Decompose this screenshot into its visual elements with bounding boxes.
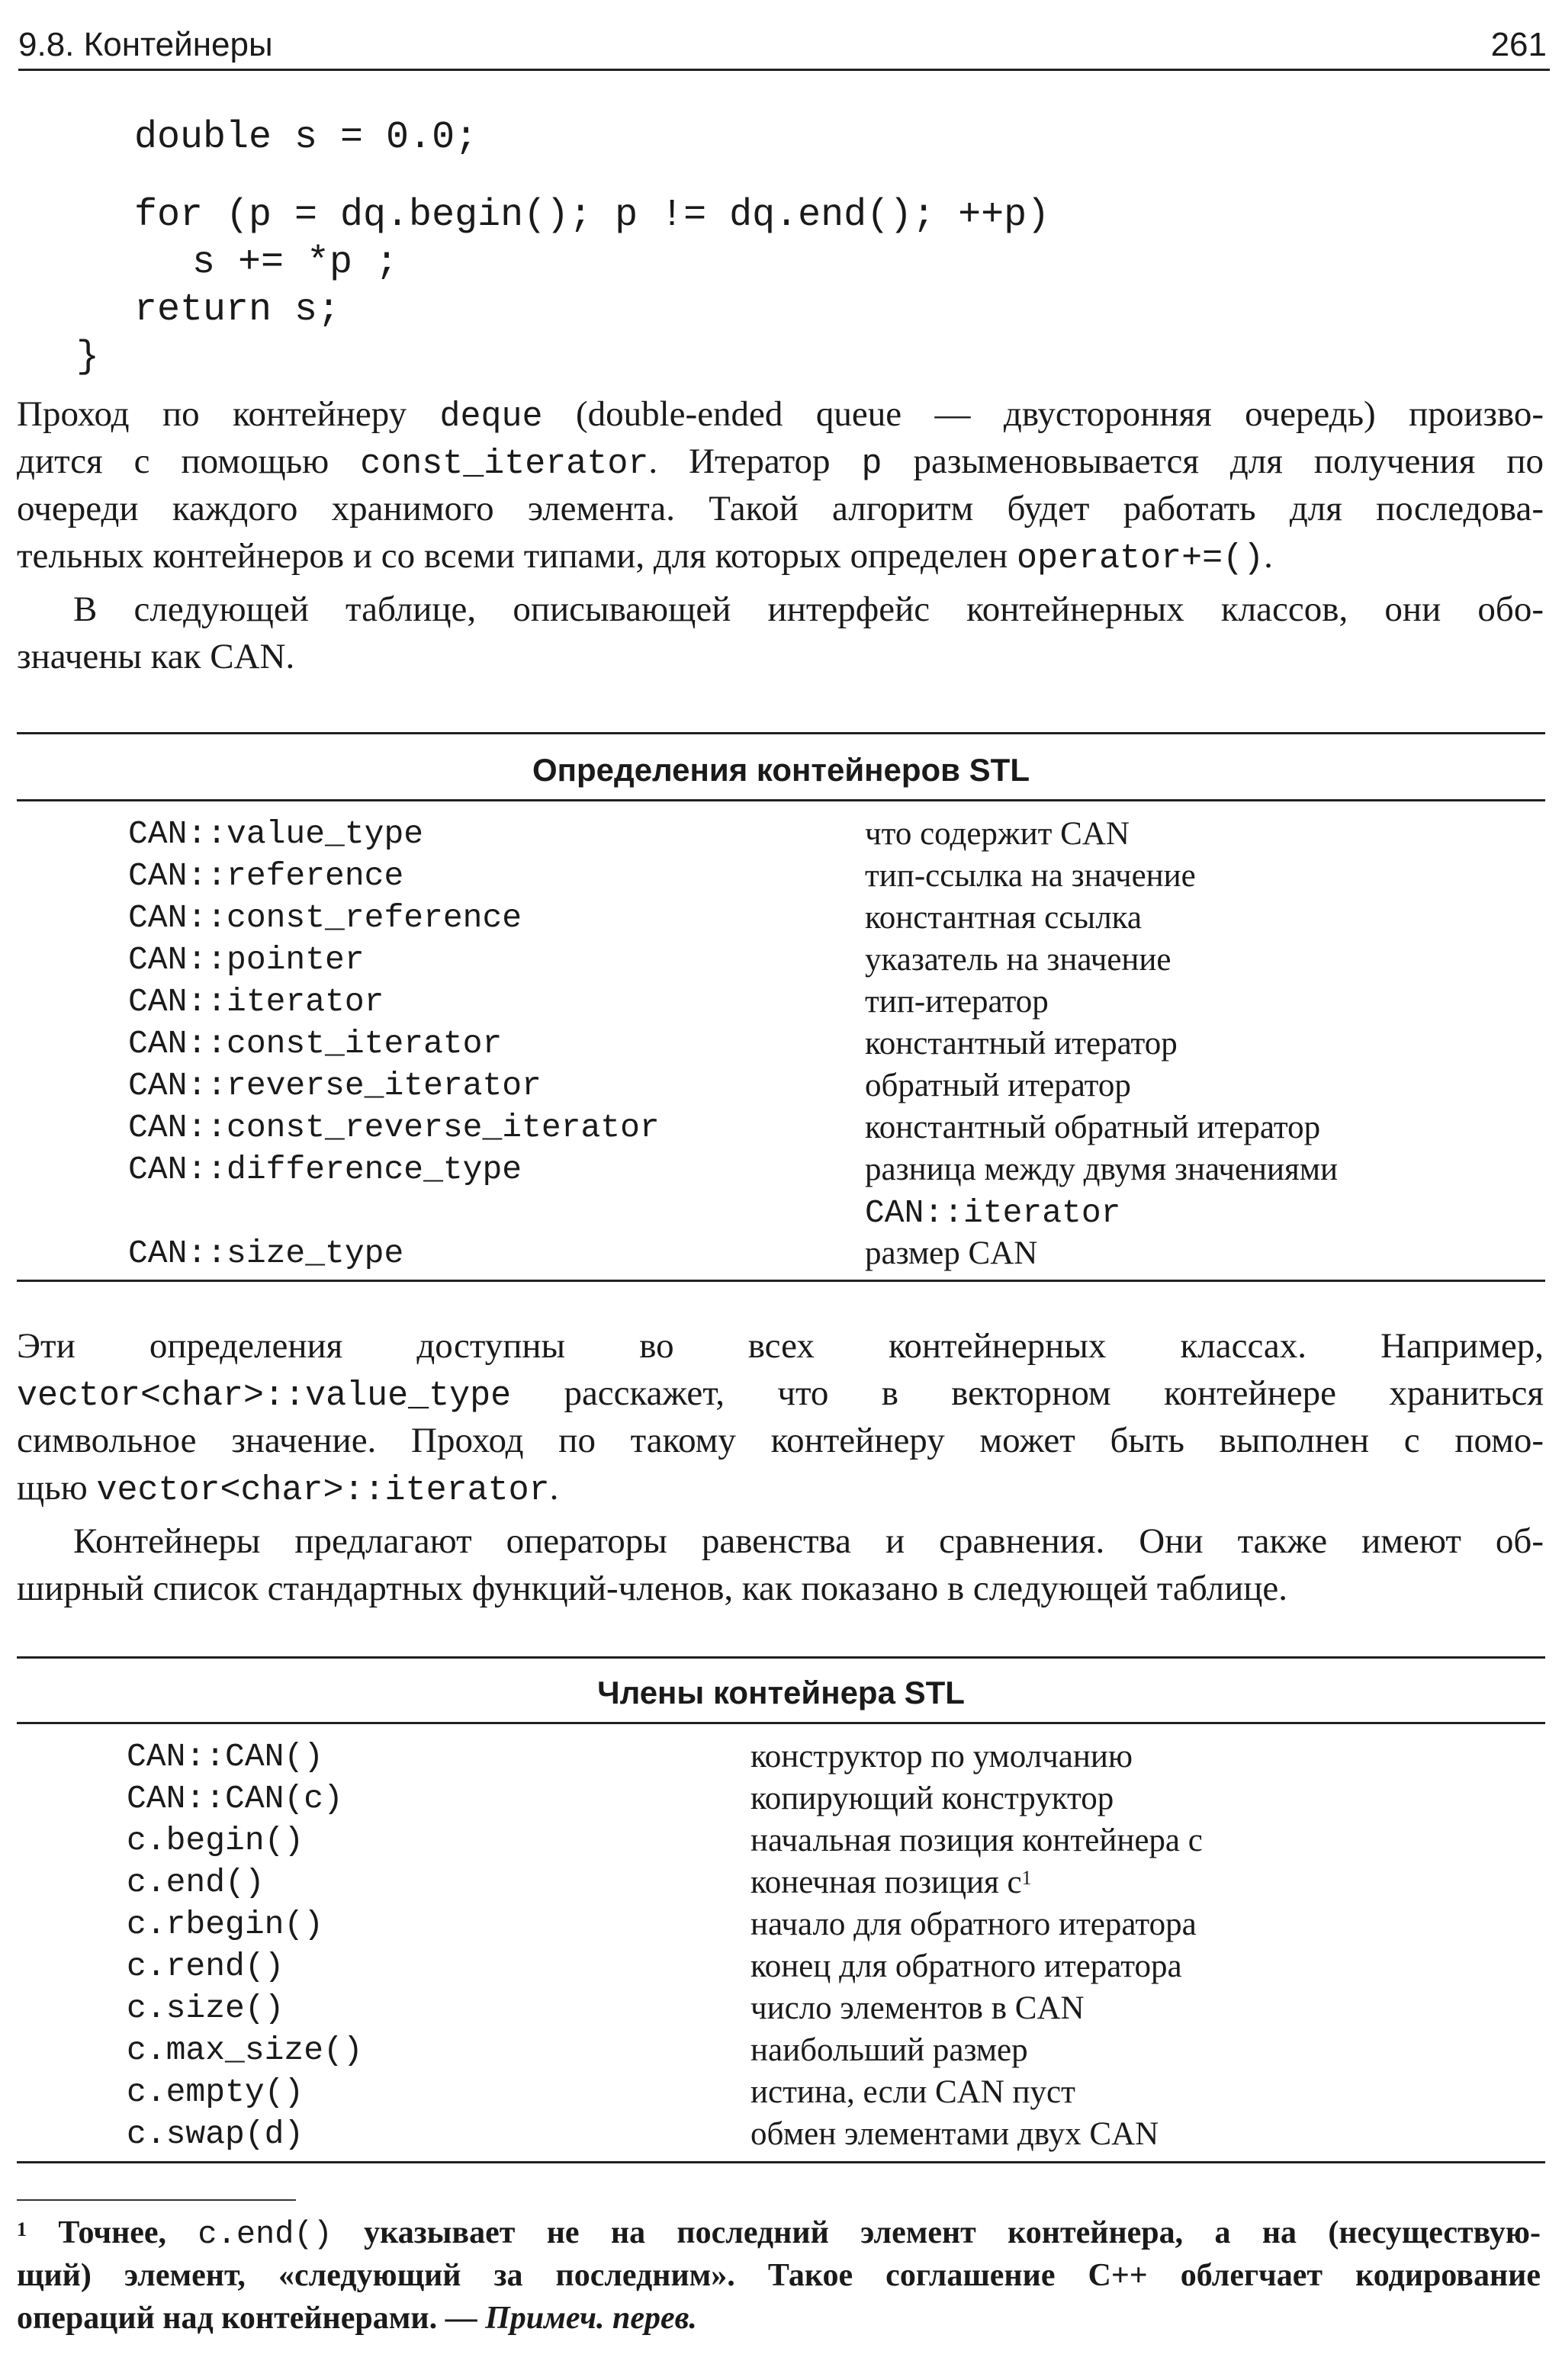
table-row: c.max_size() наибольший размер bbox=[127, 2032, 1028, 2069]
table-row: CAN::CAN() конструктор по умолчанию bbox=[127, 1738, 1133, 1775]
stl-members-table bbox=[17, 1656, 1545, 2157]
inline-code: p bbox=[861, 445, 882, 483]
table-row: CAN::const_reference константная ссылка bbox=[128, 899, 1142, 936]
table-row: CAN::iterator bbox=[865, 1194, 1121, 1232]
inline-code: const_iterator bbox=[360, 445, 649, 483]
code-line: return s; bbox=[134, 288, 341, 332]
table-row: c.end() конечная позиция c$^1$ bbox=[127, 1864, 1032, 1901]
table-row: CAN::const_reverse_iterator константный обратный итератор bbox=[128, 1109, 1321, 1146]
table-row: CAN::size_type размер CAN bbox=[128, 1235, 1038, 1272]
table-row: c.size() число элементов в CAN bbox=[127, 1990, 1085, 2027]
paragraph-1: Проход по контейнеру deque (double-ended queue — двусторонняя очередь) произво- дится с помощью const_iterator. Итератор p разыменовывается для получения по очереди каждого хранимого элемента. Такой алгоритм будет работать для последова- тельных контейнеров и со всеми типами, для которых определен operator+=(). bbox=[17, 394, 1544, 578]
table-title: Определения контейнеров STL bbox=[532, 752, 1030, 788]
table-row: CAN::reverse_iterator обратный итератор bbox=[128, 1067, 1131, 1104]
inline-code: c.end() bbox=[198, 2216, 333, 2253]
table-row: c.begin() начальная позиция контейнера c bbox=[127, 1822, 1203, 1859]
footnote-ref[interactable]: 1 bbox=[1021, 1867, 1032, 1889]
inline-code: vector<char>::iterator bbox=[96, 1471, 550, 1510]
section-title: 9.8. Контейнеры bbox=[18, 26, 273, 63]
footnote: $^1$ Точнее, c.end() указывает не на последний элемент контейнера, а на (несуществую- щий) элемент, «следующий за последним». Такое соглашение C++ облегчает кодирование операций над контейнерами. — Примеч. перев. bbox=[17, 2215, 1541, 2336]
stl-definitions-table bbox=[17, 732, 1545, 1281]
code-line: for (p = dq.begin(); p != dq.end(); ++p) bbox=[134, 194, 1050, 237]
table-row: c.swap(d) обмен элементами двух CAN bbox=[127, 2115, 1159, 2153]
table-title: Члены контейнера STL bbox=[597, 1675, 965, 1710]
footnote-mark: 1 bbox=[17, 2218, 27, 2240]
code-line: s += *p ; bbox=[192, 241, 399, 284]
footnote-separator bbox=[17, 2199, 296, 2201]
paragraph-2: В следующей таблице, описывающей интерфейс контейнерных классов, они обо- значены как CAN. bbox=[17, 589, 1544, 676]
paragraph-3: Эти определения доступны во всех контейнерных классах. Например, vector<char>::value_type расскажет, что в векторном контейнере храниться символьное значение. Проход по такому контейнеру может быть выполнен с помо- щью vector<char>::iterator. bbox=[17, 1326, 1544, 1510]
paragraph-4: Контейнеры предлагают операторы равенства и сравнения. Они также имеют об- ширный список стандартных функций-членов, как показано в следующей таблице. bbox=[17, 1521, 1544, 1608]
table-row: CAN::reference тип-ссылка на значение bbox=[128, 857, 1196, 895]
code-line: } bbox=[76, 336, 100, 379]
table-row: CAN::difference_type разница между двумя значениями bbox=[128, 1151, 1339, 1188]
table-row: CAN::const_iterator константный итератор bbox=[128, 1025, 1178, 1062]
table-row: c.rend() конец для обратного итератора bbox=[127, 1948, 1182, 1985]
table-row: CAN::value_type что содержит CAN bbox=[128, 815, 1130, 853]
page-number: 261 bbox=[1490, 26, 1547, 63]
inline-code: deque bbox=[439, 397, 543, 436]
table-row: c.rbegin() начало для обратного итератора bbox=[127, 1906, 1197, 1943]
inline-code: operator+=() bbox=[1017, 539, 1265, 578]
table-row: c.empty() истина, если CAN пуст bbox=[127, 2073, 1075, 2111]
code-line: double s = 0.0; bbox=[134, 116, 478, 159]
running-header bbox=[18, 21, 1550, 71]
table-row: CAN::CAN(c) копирующий конструктор bbox=[127, 1780, 1114, 1817]
table-row: CAN::iterator тип-итератор bbox=[128, 983, 1049, 1020]
table-row: CAN::pointer указатель на значение bbox=[128, 941, 1172, 978]
inline-code: vector<char>::value_type bbox=[17, 1376, 512, 1415]
